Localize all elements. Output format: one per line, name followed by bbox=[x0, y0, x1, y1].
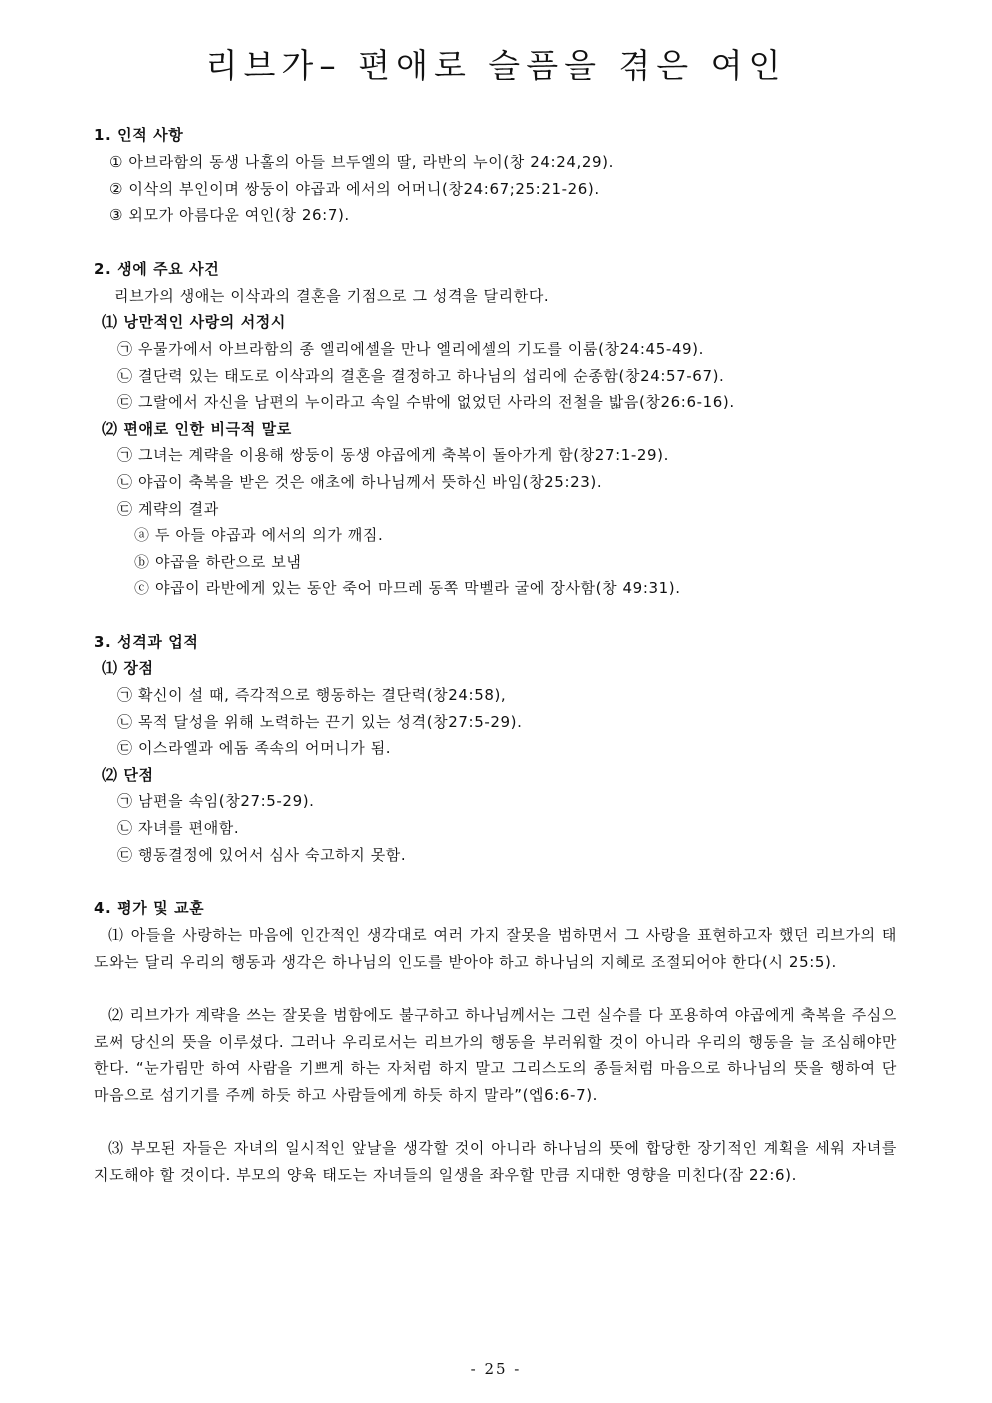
section2-sub2-item: ㉢ 계략의 결과 bbox=[117, 500, 219, 518]
section3-heading: 3. 성격과 업적 bbox=[94, 633, 199, 651]
section4-paragraph: ⑵ 리브가가 계략을 쓰는 잘못을 범함에도 불구하고 하나님께서는 그런 실수를 다 포용하여 야곱에게 축복을 주심으로써 당신의 뜻을 이루셨다. 그러나 우리로서는 리브가의 행동을 부러워할 것이 아니라 우리의 행동을 늘 조심해야만 한다. “눈가림만 하여 사람을 기쁘게 하는 자처럼 하지 말고 그리스도의 종들처럼 마음으로 하나님의 뜻을 행하여 단 마음으로 섬기기를 주께 하듯 하고 사람들에게 하듯 하지 말라”(엡6:6-7). bbox=[94, 1006, 897, 1104]
section4-paragraph: ⑴ 아들을 사랑하는 마음에 인간적인 생각대로 여러 가지 잘못을 범하면서 그 사랑을 표현하고자 했던 리브가의 태도와는 달리 우리의 행동과 생각은 하나님의 인도를 받아야 하고 하나님의 지혜로 조절되어야 한다(시 25:5). bbox=[94, 926, 897, 971]
section3-sub1-item: ㉡ 목적 달성을 위해 노력하는 끈기 있는 성격(창27:5-29). bbox=[117, 713, 523, 731]
section2-sub2-subitem: ⓐ 두 아들 야곱과 에서의 의가 깨짐. bbox=[134, 526, 384, 544]
section1-item: ③ 외모가 아름다운 여인(창 26:7). bbox=[109, 206, 350, 224]
page-number: - 25 - bbox=[470, 1360, 522, 1378]
section2-sub2-item: ㉠ 그녀는 계략을 이용해 쌍둥이 동생 야곱에게 축복이 돌아가게 함(창27:1-29). bbox=[117, 446, 670, 464]
section2-sub1-heading: ⑴ 낭만적인 사랑의 서정시 bbox=[102, 313, 286, 331]
section1-item: ② 이삭의 부인이며 쌍둥이 야곱과 에서의 어머니(창24:67;25:21-26). bbox=[109, 180, 600, 198]
section2-sub1-item: ㉠ 우물가에서 아브라함의 종 엘리에셀을 만나 엘리에셀의 기도를 이룸(창24:45-49). bbox=[117, 340, 704, 358]
section3-sub2-item: ㉠ 남편을 속임(창27:5-29). bbox=[117, 792, 315, 810]
section2-heading: 2. 생에 주요 사건 bbox=[94, 260, 220, 278]
section2-sub2-heading: ⑵ 편애로 인한 비극적 말로 bbox=[102, 420, 292, 438]
section2-sub2-subitem: ⓑ 야곱을 하란으로 보냄 bbox=[134, 553, 302, 571]
section1-heading: 1. 인적 사항 bbox=[94, 126, 184, 144]
section3-sub1-heading: ⑴ 장점 bbox=[102, 659, 154, 677]
section2-sub1-item: ㉢ 그랄에서 자신을 남편의 누이라고 속일 수밖에 없었던 사라의 전철을 밟음(창26:6-16). bbox=[117, 393, 735, 411]
section3-sub2-heading: ⑵ 단점 bbox=[102, 766, 154, 784]
page-title: 리브가– 편애로 슬픔을 겪은 여인 bbox=[205, 46, 787, 85]
section1-item: ① 아브라함의 동생 나홀의 아들 브두엘의 딸, 라반의 누이(창 24:24,29). bbox=[109, 153, 614, 171]
section3-sub1-item: ㉢ 이스라엘과 에돔 족속의 어머니가 됨. bbox=[117, 739, 392, 757]
section2-intro: 리브가의 생애는 이삭과의 결혼을 기점으로 그 성격을 달리한다. bbox=[114, 287, 550, 305]
section2-sub1-item: ㉡ 결단력 있는 태도로 이삭과의 결혼을 결정하고 하나님의 섭리에 순종함(창24:57-67). bbox=[117, 367, 725, 385]
section3-sub2-item: ㉢ 행동결정에 있어서 심사 숙고하지 못함. bbox=[117, 846, 407, 864]
section2-sub2-item: ㉡ 야곱이 축복을 받은 것은 애초에 하나님께서 뜻하신 바임(창25:23). bbox=[117, 473, 603, 491]
section2-sub2-subitem: ⓒ 야곱이 라반에게 있는 동안 죽어 마므레 동쪽 막벨라 굴에 장사함(창 49:31). bbox=[134, 579, 681, 597]
section3-sub1-item: ㉠ 확신이 설 때, 즉각적으로 행동하는 결단력(창24:58), bbox=[117, 686, 507, 704]
section4-heading: 4. 평가 및 교훈 bbox=[94, 899, 205, 917]
section3-sub2-item: ㉡ 자녀를 편애함. bbox=[117, 819, 240, 837]
section4-paragraph: ⑶ 부모된 자들은 자녀의 일시적인 앞날을 생각할 것이 아니라 하나님의 뜻에 합당한 장기적인 계획을 세워 자녀를 지도해야 할 것이다. 부모의 양육 태도는 자녀들의 일생을 좌우할 만큼 지대한 영향을 미친다(잠 22:6). bbox=[94, 1139, 897, 1184]
